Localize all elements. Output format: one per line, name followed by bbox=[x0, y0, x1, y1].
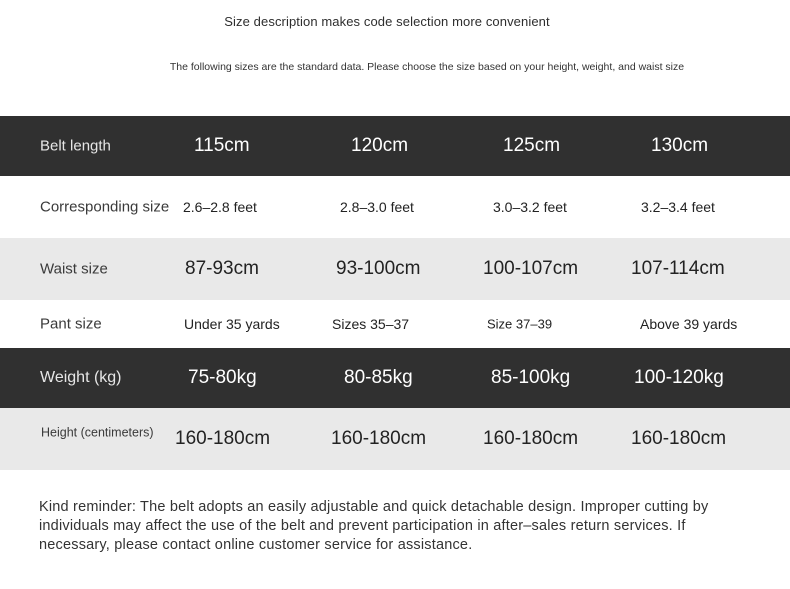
table-cell: Sizes 35–37 bbox=[332, 316, 410, 332]
table-cell: 3.2–3.4 feet bbox=[641, 199, 715, 215]
row-label: Height (centimeters) bbox=[41, 425, 154, 440]
table-cell: 3.0–3.2 feet bbox=[493, 199, 567, 215]
table-row-pant-size bbox=[0, 300, 790, 348]
table-cell: 160-180cm bbox=[331, 428, 427, 449]
row-label: Pant size bbox=[40, 315, 102, 333]
table-cell: 125cm bbox=[503, 135, 561, 156]
table-row-weight bbox=[0, 348, 790, 408]
table-cell: 75-80kg bbox=[188, 367, 257, 388]
size-table bbox=[0, 116, 790, 470]
table-cell: 160-180cm bbox=[631, 428, 727, 449]
table-row-corresponding-size bbox=[0, 176, 790, 238]
row-label: Waist size bbox=[40, 260, 108, 278]
table-cell: Size 37–39 bbox=[487, 316, 553, 332]
row-label: Belt length bbox=[40, 137, 111, 155]
table-cell: 2.8–3.0 feet bbox=[340, 199, 414, 215]
table-cell: Above 39 yards bbox=[640, 316, 738, 332]
table-cell: 80-85kg bbox=[344, 367, 413, 388]
table-row-waist-size bbox=[0, 238, 790, 300]
table-cell: 130cm bbox=[651, 135, 709, 156]
table-cell: 2.6–2.8 feet bbox=[183, 199, 257, 215]
row-label: Corresponding size bbox=[40, 198, 170, 216]
table-cell: 93-100cm bbox=[336, 258, 421, 279]
row-label: Weight (kg) bbox=[40, 369, 122, 386]
table-row-belt-length bbox=[0, 116, 790, 176]
table-cell: 120cm bbox=[351, 135, 409, 156]
kind-reminder: Kind reminder: The belt adopts an easily adjustable and quick detachable design. Improper cutting by individuals may affect the use of the belt and prevent participation in after–sales return services. If necessary, please contact online customer service for assistance. bbox=[39, 499, 709, 553]
page-title: Size description makes code selection more convenient bbox=[224, 14, 550, 29]
table-cell: 85-100kg bbox=[491, 367, 571, 388]
table-cell: Under 35 yards bbox=[184, 316, 280, 332]
table-cell: 100-120kg bbox=[634, 367, 724, 388]
table-cell: 100-107cm bbox=[483, 258, 579, 279]
table-cell: 160-180cm bbox=[483, 428, 579, 449]
table-cell: 107-114cm bbox=[631, 258, 725, 279]
table-cell: 115cm bbox=[194, 135, 250, 156]
table-row-height bbox=[0, 408, 790, 470]
page-subtitle: The following sizes are the standard data. Please choose the size based on your height, weight, and waist size bbox=[169, 61, 685, 73]
table-cell: 87-93cm bbox=[185, 258, 259, 279]
table-cell: 160-180cm bbox=[175, 428, 271, 449]
